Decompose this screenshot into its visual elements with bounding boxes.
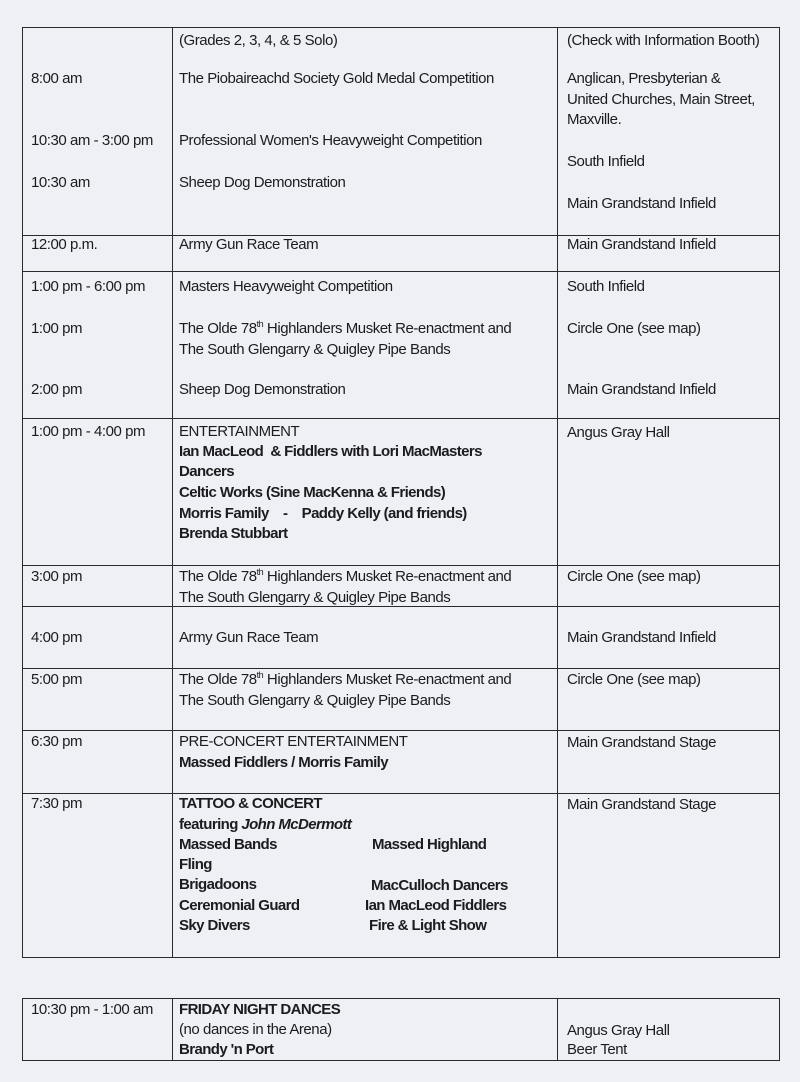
location-text: United Churches, Main Street, [567, 91, 755, 108]
location-text: Angus Gray Hall [567, 1022, 670, 1039]
location-text: Main Grandstand Stage [567, 796, 716, 813]
event-text: The Piobaireachd Society Gold Medal Competition [179, 70, 494, 87]
event-text: Sheep Dog Demonstration [179, 174, 346, 191]
performer-text: Fire & Light Show [369, 917, 487, 934]
event-text: The South Glengarry & Quigley Pipe Bands [179, 589, 451, 606]
event-text: The South Glengarry & Quigley Pipe Bands [179, 692, 451, 709]
performer-text: Massed Highland [372, 836, 487, 853]
performer-text: Ian MacLeod Fiddlers [365, 897, 507, 914]
time-text: 1:00 pm - 6:00 pm [31, 278, 146, 295]
location-text: Circle One (see map) [567, 568, 701, 585]
performer-text: Ceremonial Guard [179, 897, 300, 914]
event-text [179, 320, 511, 338]
performer-text: Dancers [179, 463, 235, 480]
event-text: Army Gun Race Team [179, 629, 319, 646]
event-heading: FRIDAY NIGHT DANCES [179, 1001, 341, 1018]
time-text: 6:30 pm [31, 733, 83, 750]
location-text: Angus Gray Hall [567, 424, 670, 441]
location-text: (Check with Information Booth) [567, 32, 760, 49]
location-text: Beer Tent [567, 1041, 627, 1058]
performer-text: Celtic Works (Sine MacKenna & Friends) [179, 484, 446, 501]
performer-text: Massed Bands [179, 836, 277, 853]
location-text: South Infield [567, 278, 645, 295]
event-text-part: Highlanders Musket Re-enactment and [263, 320, 512, 337]
location-text: South Infield [567, 153, 645, 170]
time-text: 10:30 pm - 1:00 am [31, 1001, 153, 1018]
event-text: Sheep Dog Demonstration [179, 381, 346, 398]
location-text: Main Grandstand Infield [567, 236, 716, 253]
ordinal-suffix: th [256, 670, 264, 680]
location-text: Main Grandstand Stage [567, 734, 716, 751]
event-text [179, 568, 511, 586]
event-text: The South Glengarry & Quigley Pipe Bands [179, 341, 451, 358]
time-text: 10:30 am [31, 174, 90, 191]
location-text: Maxville. [567, 111, 622, 128]
row-divider [23, 418, 779, 419]
time-text: 12:00 p.m. [31, 236, 98, 253]
performer-text: Fling [179, 856, 212, 873]
performer-text: Morris Family - Paddy Kelly (and friends) [179, 505, 467, 522]
performer-text: Ian MacLeod & Fiddlers with Lori MacMasters [179, 443, 482, 460]
location-text: Circle One (see map) [567, 320, 701, 337]
featuring-label: featuring [179, 816, 242, 833]
headliner-name: John McDermott [241, 816, 352, 833]
time-text: 2:00 pm [31, 381, 83, 398]
row-divider [23, 668, 779, 669]
time-text: 1:00 pm - 4:00 pm [31, 423, 146, 440]
time-text: 3:00 pm [31, 568, 83, 585]
row-divider [23, 565, 779, 566]
time-text: 5:00 pm [31, 671, 83, 688]
event-text-part: The Olde 78 [179, 320, 257, 337]
location-text: Main Grandstand Infield [567, 629, 716, 646]
performer-text: Brandy 'n Port [179, 1041, 274, 1058]
event-text: Professional Women's Heavyweight Competition [179, 132, 482, 149]
event-text-part: Highlanders Musket Re-enactment and [263, 671, 512, 688]
event-text: (Grades 2, 3, 4, & 5 Solo) [179, 32, 338, 49]
event-heading: ENTERTAINMENT [179, 423, 300, 440]
ordinal-suffix: th [256, 567, 264, 577]
performer-text: Brenda Stubbart [179, 525, 288, 542]
column-divider [557, 28, 558, 957]
column-divider [172, 28, 173, 957]
featuring-text [179, 816, 351, 834]
time-text: 1:00 pm [31, 320, 83, 337]
row-divider [23, 793, 779, 794]
event-text [179, 671, 511, 689]
performer-text: Massed Fiddlers / Morris Family [179, 754, 388, 771]
column-divider [172, 999, 173, 1060]
event-text: Army Gun Race Team [179, 236, 319, 253]
event-text-part: The Olde 78 [179, 671, 257, 688]
event-heading: TATTOO & CONCERT [179, 795, 322, 812]
location-text: Circle One (see map) [567, 671, 701, 688]
location-text: Anglican, Presbyterian & [567, 70, 721, 87]
time-text: 4:00 pm [31, 629, 83, 646]
event-heading: PRE-CONCERT ENTERTAINMENT [179, 733, 408, 750]
column-divider [557, 999, 558, 1060]
event-note: (no dances in the Arena) [179, 1021, 332, 1038]
ordinal-suffix: th [256, 319, 264, 329]
time-text: 7:30 pm [31, 795, 83, 812]
row-divider [23, 271, 779, 272]
time-text: 10:30 am - 3:00 pm [31, 132, 153, 149]
performer-text: Brigadoons [179, 876, 257, 893]
performer-text: Sky Divers [179, 917, 250, 934]
event-text-part: Highlanders Musket Re-enactment and [263, 568, 512, 585]
event-text: Masters Heavyweight Competition [179, 278, 393, 295]
time-text: 8:00 am [31, 70, 83, 87]
row-divider [23, 730, 779, 731]
location-text: Main Grandstand Infield [567, 381, 716, 398]
location-text: Main Grandstand Infield [567, 195, 716, 212]
performer-text: MacCulloch Dancers [371, 877, 508, 894]
event-text-part: The Olde 78 [179, 568, 257, 585]
